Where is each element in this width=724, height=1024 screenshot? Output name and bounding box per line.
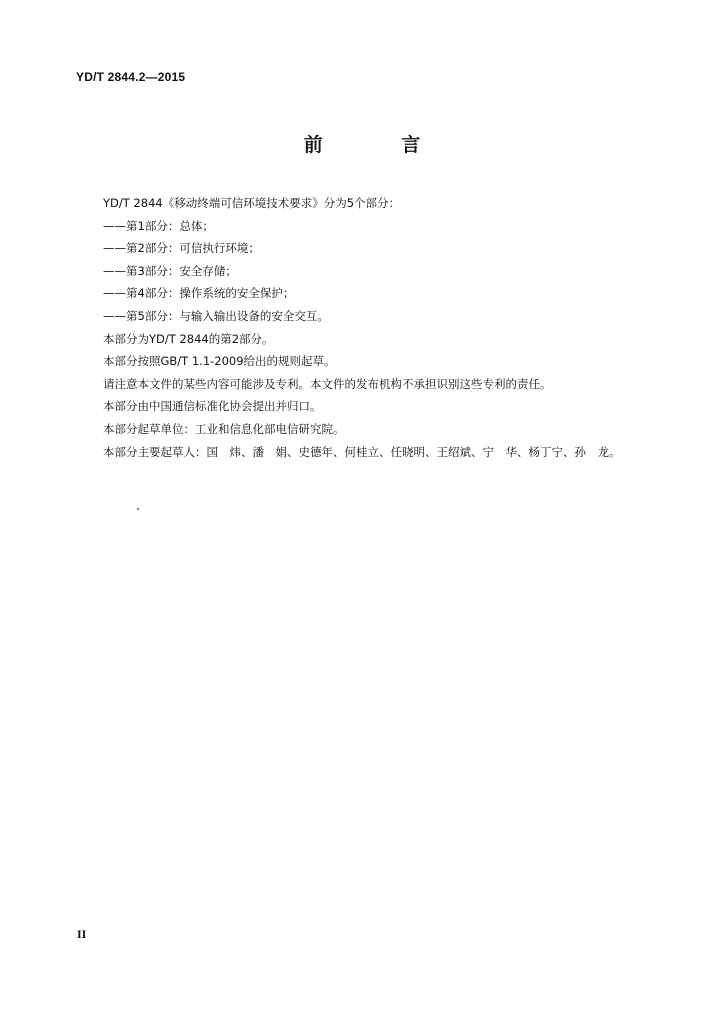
standard-number: YD/T 2844.2—2015 (76, 70, 186, 84)
paragraph-part-1: ——第1部分：总体； (103, 218, 214, 233)
paragraph-part-5: ——第5部分：与输入输出设备的安全交互。 (103, 308, 329, 323)
section-title-foreword: 前 言 (303, 134, 457, 156)
paragraph-part-3: ——第3部分：安全存储； (103, 263, 237, 278)
paragraph-part-4: ——第4部分：操作系统的安全保护； (103, 286, 295, 301)
paragraph-drafting-unit: 本部分起草单位：工业和信息化部电信研究院。 (103, 421, 345, 436)
paragraph-parts-intro: YD/T 2844《移动终端可信环境技术要求》分为5个部分： (103, 196, 401, 210)
paragraph-proposer: 本部分由中国通信标准化协会提出并归口。 (103, 399, 322, 414)
page-number: II (77, 927, 87, 941)
foreword-body (103, 192, 683, 463)
scan-speck (137, 508, 139, 510)
paragraph-drafting-rules: 本部分按照GB/T 1.1-2009给出的规则起草。 (103, 354, 336, 369)
paragraph-this-part: 本部分为YD/T 2844的第2部分。 (103, 331, 274, 346)
paragraph-drafters: 本部分主要起草人：国 炜、潘 娟、史德年、何桂立、任晓明、王绍斌、宁 华、杨丁宁、孙 龙。 (103, 444, 621, 459)
paragraph-part-2: ——第2部分：可信执行环境； (103, 241, 260, 256)
paragraph-patent-notice: 请注意本文件的某些内容可能涉及专利。本文件的发布机构不承担识别这些专利的责任。 (103, 376, 552, 391)
